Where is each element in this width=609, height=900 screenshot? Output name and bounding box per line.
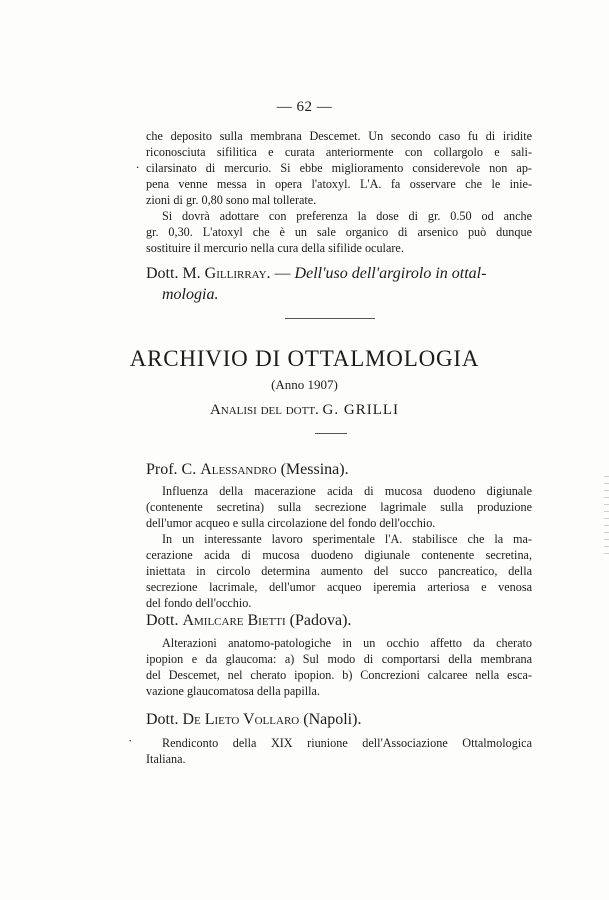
text-line: Alterazioni anatomo-patologiche in un occhio affetto da cherato (162, 636, 532, 650)
conclusion-paragraph (146, 209, 532, 257)
analysis-author: G. GRILLI (322, 402, 400, 418)
text-line: (contenente secretina) sulla secrezione lagrimale sulla produzione (146, 499, 532, 514)
text-line: iniettata in circolo determina aumento del succo pancreatico, della (146, 563, 532, 578)
text-line: Influenza della macerazione acida di mucosa duodeno digiunale (162, 484, 532, 498)
text-line: zioni di gr. 0,80 sono mal tollerate. (146, 192, 317, 207)
section-title: ARCHIVIO DI OTTALMOLOGIA (129, 346, 480, 371)
text-line: Si dovrà adottare con preferenza la dose di gr. 0.50 od anche (162, 209, 532, 223)
text-line: sostituire il mercurio nella cura della sifilide oculare. (146, 240, 404, 255)
dash: — (274, 265, 291, 282)
text-line: vazione glaucomatosa della papilla. (146, 683, 320, 698)
text-line: cerazione acida di mucosa duodeno digiunale contenente secretina, (146, 547, 532, 562)
text-line: gr. 0,30. L'atoxyl che è un sale organico di arsenico può dunque (146, 224, 532, 239)
text-line: riconosciuta sifilitica e curata anteriormente con collargolo e sali- (146, 144, 532, 159)
text-line: cilarsinato di mercurio. Si ebbe miglioramento considerevole non ap- (146, 160, 532, 175)
text-line: Rendiconto della XIX riunione dell'Associazione Ottalmologica (162, 736, 532, 750)
text-line: ipopion e da glaucoma: a) Sul modo di comportarsi della membrana (146, 651, 532, 666)
analysis-byline (0, 402, 609, 419)
text-line: Italiana. (146, 751, 186, 766)
author-prefix: Dott. (146, 612, 179, 629)
author-name: Alessandro (200, 461, 277, 478)
text-line: del Descemet, nel cherato ipopion. b) Concrezioni calcaree nella esca- (146, 667, 532, 682)
page-edge (604, 470, 609, 560)
margin-mark: · (128, 733, 133, 748)
author-name: Gillirray. (204, 265, 271, 282)
entry-heading (146, 459, 532, 480)
author-place: (Messina). (280, 461, 349, 478)
entry-title-paragraph (146, 736, 532, 768)
continued-paragraph (146, 129, 532, 209)
text-line: In un interessante lavoro sperimentale l'A. stabilisce che la ma- (162, 532, 532, 546)
author-prefix: Dott. M. (146, 265, 201, 282)
page-number: — 62 — (276, 99, 333, 115)
author-place: (Napoli). (303, 711, 362, 728)
author-prefix: Dott. (146, 711, 179, 728)
text-line: dell'umor acqueo e sulla circolazione del fondo dell'occhio. (146, 515, 436, 530)
text-line: pena venne messa in opera l'atoxyl. L'A. fa osservare che le inie- (146, 176, 532, 191)
entry-heading (146, 709, 532, 730)
entry-title-paragraph (146, 636, 532, 700)
gillirray-entry (146, 263, 532, 305)
text-line: del fondo dell'occhio. (146, 595, 252, 610)
analysis-label: Analisi del dott. (209, 402, 319, 418)
article-title: Dell'uso dell'argirolo in ottal- (294, 265, 487, 282)
author-name: Amilcare Bietti (182, 612, 286, 629)
entry-title-paragraph (146, 484, 532, 532)
author-place: (Padova). (289, 612, 352, 629)
short-divider (315, 433, 347, 434)
text-line: che deposito sulla membrana Descemet. Un secondo caso fu di iridite (146, 129, 532, 143)
section-year: (Anno 1907) (271, 377, 338, 392)
author-name: De Lieto Vollaro (182, 711, 300, 728)
entry-heading (146, 610, 532, 631)
text-line: secrezione lacrimale, dell'umor acqueo iperemia arteriosa e venosa (146, 579, 532, 594)
section-divider (285, 318, 375, 319)
margin-mark: . (136, 156, 140, 171)
author-prefix: Prof. C. (146, 461, 197, 478)
article-title-cont: mologia. (162, 286, 219, 303)
entry-summary-paragraph (146, 532, 532, 612)
